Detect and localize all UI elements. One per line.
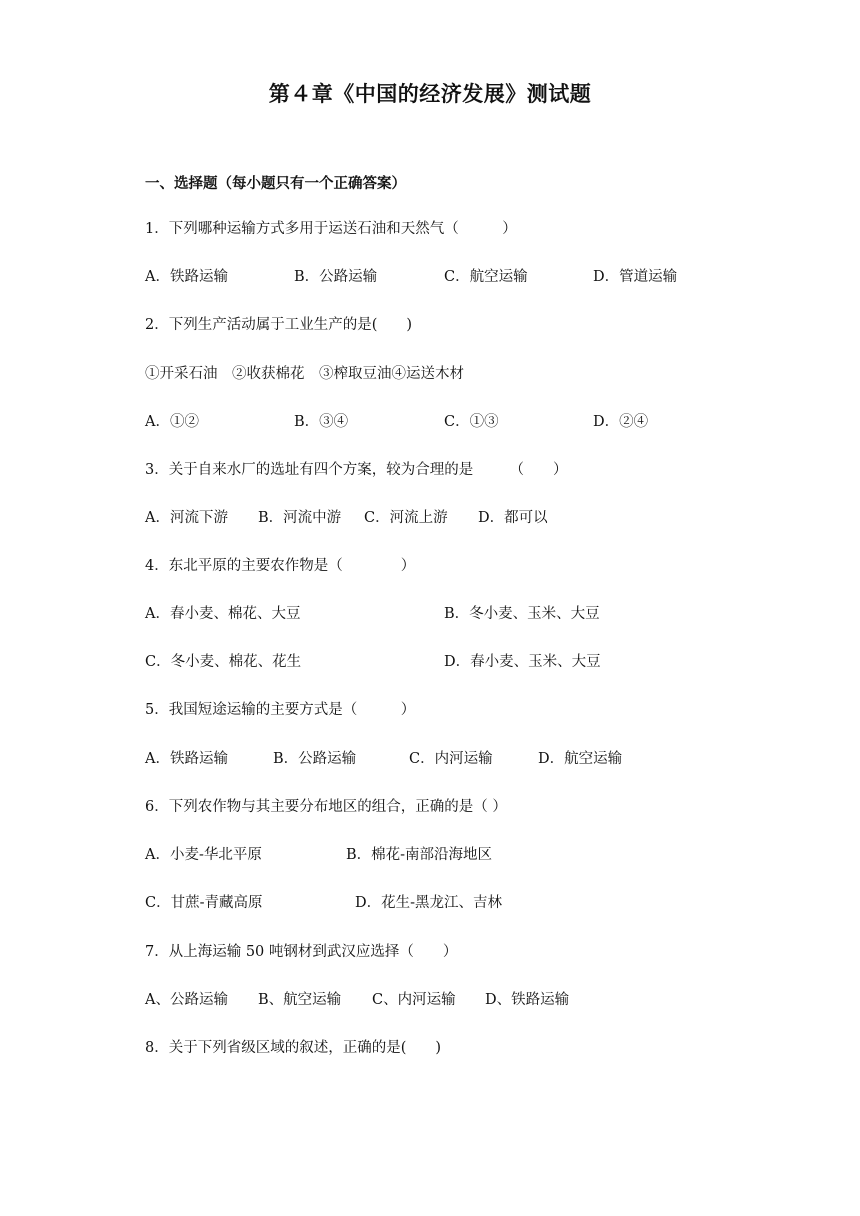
section-heading: 一、选择题（每小题只有一个正确答案） (145, 175, 406, 192)
question-1-option-d: D．管道运输 (593, 269, 678, 285)
question-4-option-c: C．冬小麦、棉花、花生 (145, 654, 302, 670)
question-4-option-d: D．春小麦、玉米、大豆 (444, 654, 601, 670)
question-8-stem: 8．关于下列省级区域的叙述，正确的是( ) (145, 1040, 442, 1056)
page-title: 第４章《中国的经济发展》测试题 (268, 81, 592, 106)
question-7-option-d: D、铁路运输 (485, 992, 570, 1008)
question-4-option-b: B．冬小麦、玉米、大豆 (444, 606, 600, 622)
question-1-option-c: C．航空运输 (444, 269, 528, 285)
question-3-option-b: B．河流中游 (258, 510, 342, 526)
question-7-stem: 7．从上海运输 50 吨钢材到武汉应选择（ ） (145, 944, 458, 960)
question-5-option-c: C．内河运输 (409, 751, 493, 767)
question-4-stem: 4．东北平原的主要农作物是（ ） (145, 558, 416, 574)
question-6-option-a: A．小麦-华北平原 (145, 847, 262, 863)
question-2-option-d: D．②④ (593, 414, 649, 430)
question-5-option-b: B．公路运输 (273, 751, 357, 767)
question-2-option-b: B．③④ (294, 414, 349, 430)
question-7-option-c: C、内河运输 (372, 992, 456, 1008)
question-3-stem: 3．关于自来水厂的选址有四个方案，较为合理的是 （ ） (145, 462, 568, 478)
question-3-option-a: A．河流下游 (145, 510, 228, 526)
question-6-option-c: C．甘蔗-青藏高原 (145, 895, 263, 911)
question-2-option-a: A．①② (145, 414, 199, 430)
question-5-stem: 5．我国短途运输的主要方式是（ ） (145, 702, 416, 718)
question-1-option-b: B．公路运输 (294, 269, 378, 285)
question-6-option-b: B．棉花-南部沿海地区 (346, 847, 493, 863)
question-5-option-d: D．航空运输 (538, 751, 623, 767)
question-4-option-a: A．春小麦、棉花、大豆 (145, 606, 301, 622)
question-1-option-a: A．铁路运输 (145, 269, 228, 285)
question-2-note: ①开采石油 ②收获棉花 ③榨取豆油④运送木材 (145, 366, 464, 382)
question-2-option-c: C．①③ (444, 414, 499, 430)
question-3-option-c: C．河流上游 (364, 510, 448, 526)
question-1-stem: 1．下列哪种运输方式多用于运送石油和天然气（ ） (145, 221, 517, 237)
question-2-stem: 2．下列生产活动属于工业生产的是( ) (145, 317, 413, 333)
question-6-option-d: D．花生-黑龙江、吉林 (355, 895, 503, 911)
question-7-option-b: B、航空运输 (258, 992, 342, 1008)
question-5-option-a: A．铁路运输 (145, 751, 228, 767)
question-6-stem: 6．下列农作物与其主要分布地区的组合，正确的是（ ） (145, 799, 507, 815)
question-7-option-a: A、公路运输 (145, 992, 228, 1008)
question-3-option-d: D．都可以 (478, 510, 548, 526)
